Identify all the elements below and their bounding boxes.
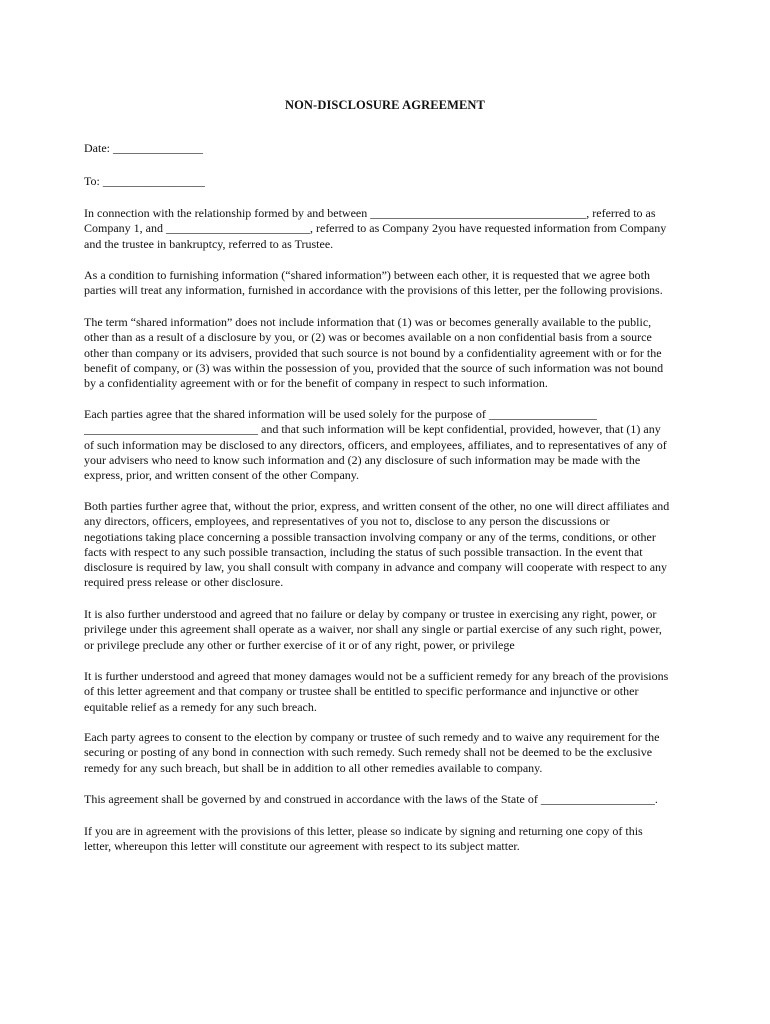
date-line-text: Date: _______________: [84, 141, 203, 155]
paragraph-line: express, prior, and written consent of the other Company.: [84, 468, 360, 483]
paragraph-governing-law: [84, 792, 704, 807]
paragraph-line: disclosure is required by law, you shall consult with company in advance and company will cooperate with respect to any: [84, 560, 668, 575]
paragraph-closing: [84, 824, 704, 855]
date-line: [84, 141, 704, 156]
to-line: [84, 174, 704, 189]
paragraph-line: any directors, officers, employees, and representatives of you not to, disclose to any person the discussions or: [84, 514, 610, 529]
paragraph-line: of such information may be disclosed to any directors, officers, and employees, affiliates, and to representatives of any of: [84, 437, 667, 452]
paragraph-line: other than company or its advisers, provided that such source is not bound by a confidentiality agreement with or for the: [84, 345, 662, 360]
paragraph-line: Each parties agree that the shared information will be used solely for the purpose of __________________: [84, 407, 597, 421]
paragraph-line: and the trustee in bankruptcy, referred to as Trustee.: [84, 236, 334, 251]
paragraph-line: facts with respect to any such possible transaction, including the status of such possible transaction. In the event that: [84, 544, 643, 559]
paragraph-line: of this letter agreement and that company or trustee shall be entitled to specific performance and injunctive or other: [84, 684, 639, 699]
paragraph-line: parties will treat any information, furnished in accordance with the provisions of this letter, per the following provisions.: [84, 283, 663, 298]
paragraph-line: The term “shared information” does not include information that (1) was or becomes generally available to the public,: [84, 315, 652, 329]
paragraph-line: This agreement shall be governed by and construed in accordance with the laws of the State of ___________________.: [84, 792, 658, 806]
paragraph-line: In connection with the relationship formed by and between ____________________________________, referred to as: [84, 206, 656, 220]
paragraph-waiver: [84, 607, 704, 653]
paragraph-shared-information: [84, 315, 704, 391]
paragraph-line: your advisers who need to know such information and (2) any disclosure of such information may be made with the: [84, 452, 641, 467]
paragraph-line: privilege under this agreement shall operate as a waiver, nor shall any single or partial exercise of any such right, power,: [84, 622, 662, 637]
paragraph-line: It is also further understood and agreed that no failure or delay by company or trustee in exercising any right, power, or: [84, 607, 657, 621]
paragraph-damages: [84, 669, 704, 715]
paragraph-line: It is further understood and agreed that money damages would not be a sufficient remedy for any breach of the provisions: [84, 669, 669, 683]
paragraph-line: securing or posting of any bond in connection with such remedy. Such remedy shall not be deemed to be the exclusive: [84, 745, 653, 760]
paragraph-line: letter, whereupon this letter will constitute our agreement with respect to its subject matter.: [84, 839, 520, 854]
paragraph-line: equitable relief as a remedy for any such breach.: [84, 699, 317, 714]
paragraph-condition: [84, 268, 704, 299]
paragraph-consent: [84, 499, 704, 591]
paragraph-line: Both parties further agree that, without the prior, express, and written consent of the other, no one will direct affiliates and: [84, 499, 670, 513]
paragraph-line: benefit of company, or (3) was within the possession of you, provided that the source of such information was not bound: [84, 360, 664, 375]
document-title: NON-DISCLOSURE AGREEMENT: [284, 98, 485, 112]
paragraph-line: If you are in agreement with the provisions of this letter, please so indicate by signing and returning one copy of this: [84, 824, 643, 838]
paragraph-parties: [84, 206, 704, 252]
paragraph-line: Company 1, and ________________________, referred to as Company 2you have requested information from Company: [84, 221, 667, 236]
paragraph-line: remedy for any such breach, but shall be in addition to all other remedies available to company.: [84, 760, 543, 775]
paragraph-purpose: [84, 407, 704, 483]
paragraph-line: by a confidentiality agreement with or for the benefit of company in respect to such information.: [84, 376, 548, 391]
paragraph-line: As a condition to furnishing information (“shared information”) between each other, it is requested that we agree both: [84, 268, 651, 282]
paragraph-line: or privilege preclude any other or further exercise of it or of any right, power, or privilege: [84, 637, 515, 652]
paragraph-remedy: [84, 730, 704, 776]
paragraph-line: other than as a result of a disclosure by you, or (2) was or becomes available on a non confidential basis from a source: [84, 330, 652, 345]
to-line-text: To: _________________: [84, 174, 205, 188]
paragraph-line: Each party agrees to consent to the election by company or trustee of such remedy and to waive any requirement for the: [84, 730, 660, 744]
paragraph-line: _____________________________ and that such information will be kept confidential, provided, however, that (1) any: [84, 422, 661, 437]
paragraph-line: required press release or other disclosure.: [84, 575, 284, 590]
paragraph-line: negotiations taking place concerning a possible transaction involving company or any of the terms, conditions, or other: [84, 529, 656, 544]
